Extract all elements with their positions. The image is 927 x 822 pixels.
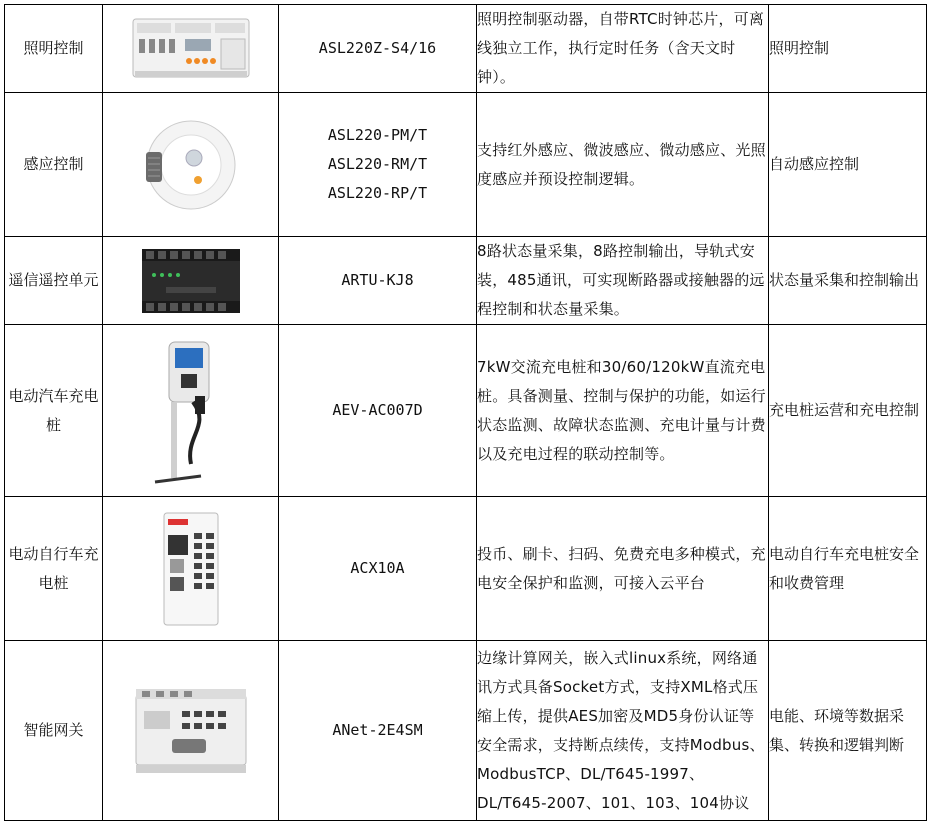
product-function: 照明控制 [769,5,927,93]
io-control-module-icon [103,245,278,317]
product-function: 自动感应控制 [769,93,927,237]
ev-charger-icon [103,336,278,486]
table-row [5,237,927,325]
model-number: ASL220Z-S4/16 [318,39,437,57]
din-rail-lighting-controller-icon [103,13,278,85]
model-number: ASL220-PM/T [327,126,428,144]
product-category: 电动汽车充电桩 [5,325,103,497]
product-category: 智能网关 [5,641,103,821]
table-row [5,93,927,237]
product-description: 7kW交流充电桩和30/60/120kW直流充电桩。具备测量、控制与保护的功能，如运行状态监测、故障状态监测、充电计量与计费以及充电过程的联动控制等。 [477,325,769,497]
model-number: ANet-2E4SM [332,721,423,739]
model-number: AEV-AC007D [332,401,423,419]
product-category: 感应控制 [5,93,103,237]
ebike-charger-icon [103,509,278,629]
product-function: 状态量采集和控制输出 [769,237,927,325]
ceiling-sensor-icon [103,110,278,220]
product-table [4,4,927,821]
product-description: 8路状态量采集，8路控制输出，导轨式安装，485通讯，可实现断路器或接触器的远程控制和状态量采集。 [477,237,769,325]
table-row [5,497,927,641]
product-category: 照明控制 [5,5,103,93]
model-number: ASL220-RM/T [327,155,428,173]
product-description: 照明控制驱动器，自带RTC时钟芯片，可离线独立工作，执行定时任务（含天文时钟）。 [477,5,769,93]
product-function: 充电桩运营和充电控制 [769,325,927,497]
table-row [5,325,927,497]
product-function: 电动自行车充电桩安全和收费管理 [769,497,927,641]
product-function: 电能、环境等数据采集、转换和逻辑判断 [769,641,927,821]
product-description: 投币、刷卡、扫码、免费充电多种模式，充电安全保护和监测，可接入云平台 [477,497,769,641]
product-category: 电动自行车充电桩 [5,497,103,641]
model-number: ARTU-KJ8 [341,271,414,289]
product-description: 支持红外感应、微波感应、微动感应、光照度感应并预设控制逻辑。 [477,93,769,237]
model-number: ASL220-RP/T [327,184,428,202]
table-row [5,5,927,93]
table-row [5,641,927,821]
gateway-module-icon [103,681,278,781]
model-number: ACX10A [350,559,405,577]
product-category: 遥信遥控单元 [5,237,103,325]
product-description: 边缘计算网关，嵌入式linux系统，网络通讯方式具备Socket方式，支持XML格式压缩上传，提供AES加密及MD5身份认证等安全需求，支持断点续传，支持Modbus、ModbusTCP、DL/T645-1997、DL/T645-2007、101、103、104协议 [477,641,769,821]
